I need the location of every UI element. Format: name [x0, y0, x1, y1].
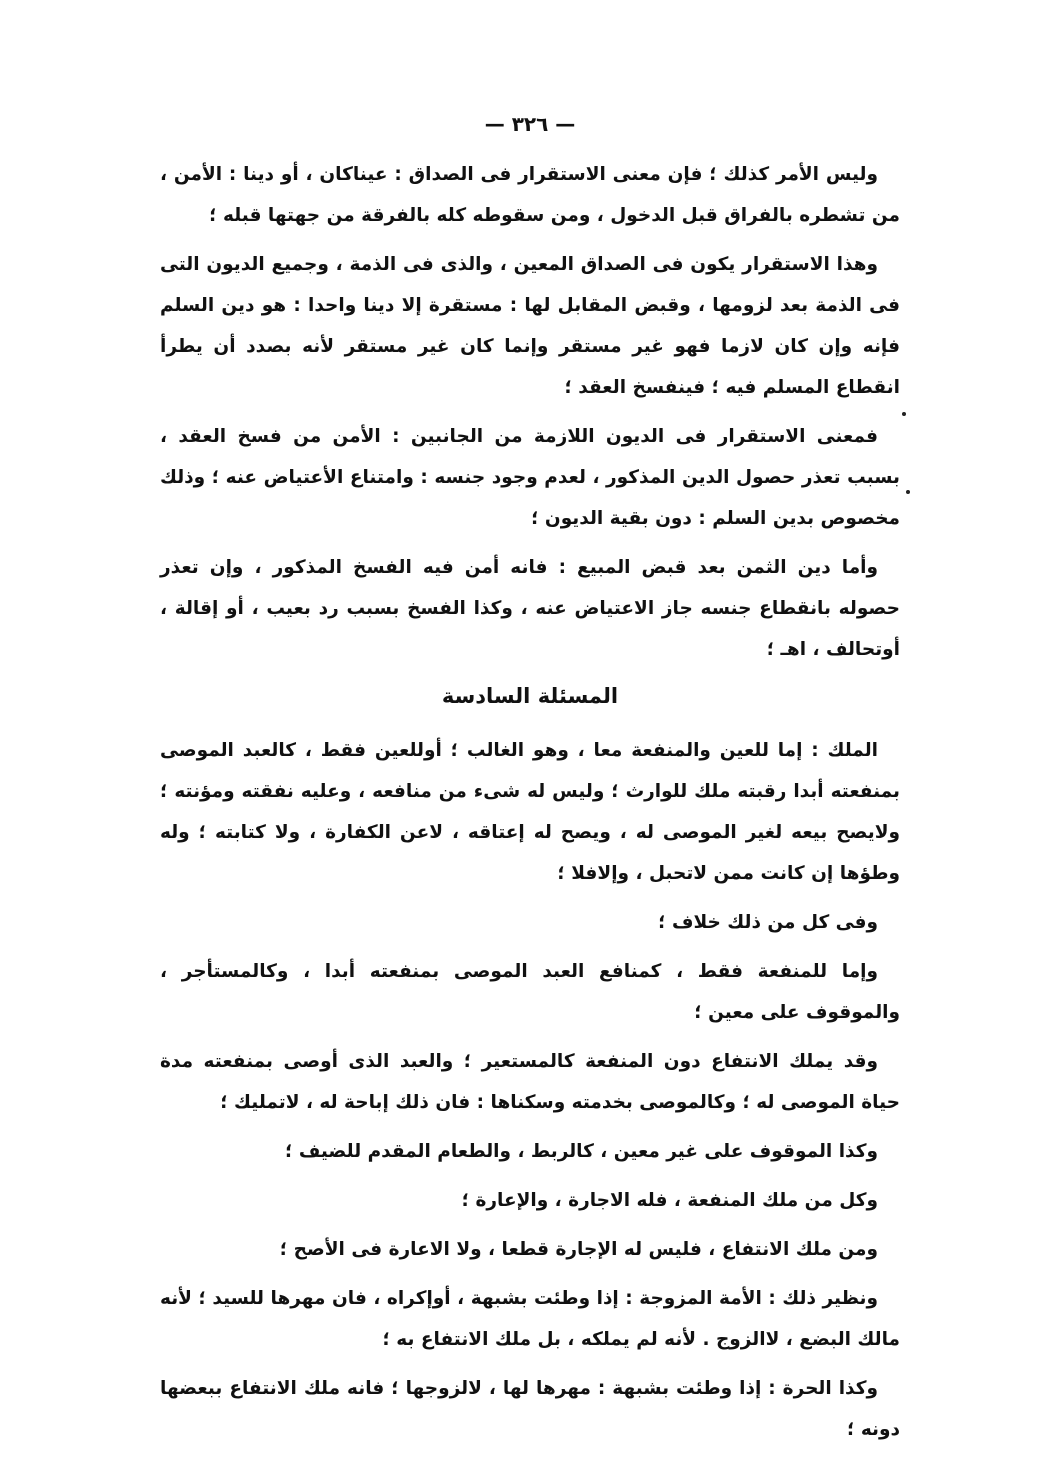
paragraph: ومن ملك الانتفاع ، فليس له الإجارة قطعا ، ولا الاعارة فى الأصح ؛ — [279, 1239, 878, 1260]
section-heading: المسئلة السادسة — [441, 684, 619, 708]
paragraph: وكذا الحرة : إذا وطئت بشبهة : مهرها لها ، لالزوجها ؛ فانه ملك الانتفاع ببعضها دونه ؛ — [160, 1378, 900, 1440]
margin-dot — [902, 412, 906, 416]
paragraph: وكل من ملك المنفعة ، فله الاجارة ، والإعارة ؛ — [461, 1190, 878, 1211]
document-page — [160, 112, 900, 1458]
paragraph: وهذا الاستقرار يكون فى الصداق المعين ، والذى فى الذمة ، وجميع الديون التى فى الذمة بعد لزومها ، وقبض المقابل لها : مستقرة إلا دينا واحدا : هو دين السلم فإنه وإن كان لازما فهو غير مستقر وإنما كان غير مستقر لأنه بصدد أن يطرأ انقطاع المسلم فيه ؛ فينفسخ العقد ؛ — [160, 254, 900, 398]
paragraph: وإما للمنفعة فقط ، كمنافع العبد الموصى بمنفعته أبدا ، وكالمستأجر ، والموقوف على معين ؛ — [160, 961, 900, 1023]
page-number: — ٣٢٦ — — [484, 112, 576, 136]
paragraph: فمعنى الاستقرار فى الديون اللازمة من الجانبين : الأمن من فسخ العقد ، بسبب تعذر حصول الدين المذكور ، لعدم وجود جنسه : وامتناع الأعتياض عنه ؛ وذلك مخصوص بدين السلم : دون بقية الديون ؛ — [160, 426, 900, 529]
paragraph: وكذا الموقوف على غير معين ، كالربط ، والطعام المقدم للضيف ؛ — [284, 1141, 878, 1162]
margin-dot — [906, 490, 910, 494]
paragraph: الملك : إما للعين والمنفعة معا ، وهو الغالب ؛ أوللعين فقط ، كالعبد الموصى بمنفعته أبدا رقبته ملك للوارث ؛ وليس له شىء من منافعه ، وعليه نفقته ومؤنته ؛ ولايصح بيعه لغير الموصى له ، ويصح له إعتاقه ، لاعن الكفارة ، ولا كتابته ؛ وله وطؤها إن كانت ممن لاتحبل ، وإلافلا ؛ — [160, 740, 900, 884]
paragraph: وفى كل من ذلك خلاف ؛ — [658, 912, 878, 933]
paragraph: وقد يملك الانتفاع دون المنفعة كالمستعير ؛ والعبد الذى أوصى بمنفعته مدة حياة الموصى له ؛ وكالموصى بخدمته وسكناها : فان ذلك إباحة له ، لاتمليك ؛ — [160, 1051, 900, 1113]
paragraph: وأما دين الثمن بعد قبض المبيع : فانه أمن فيه الفسخ المذكور ، وإن تعذر حصوله بانقطاع جنسه جاز الاعتياض عنه ، وكذا الفسخ بسبب رد بعيب ، أو إقالة ، أوتحالف ، اهـ ؛ — [160, 557, 900, 660]
paragraph: وليس الأمر كذلك ؛ فإن معنى الاستقرار فى الصداق : عيناكان ، أو دينا : الأمن ، من تشطره بالفراق قبل الدخول ، ومن سقوطه كله بالفرقة من جهتها قبله ؛ — [160, 164, 900, 226]
paragraph: ونظير ذلك : الأمة المزوجة : إذا وطئت بشبهة ، أوإكراه ، فان مهرها للسيد ؛ لأنه مالك البضع ، لاالزوج . لأنه لم يملكه ، بل ملك الانتفاع به ؛ — [160, 1288, 900, 1350]
